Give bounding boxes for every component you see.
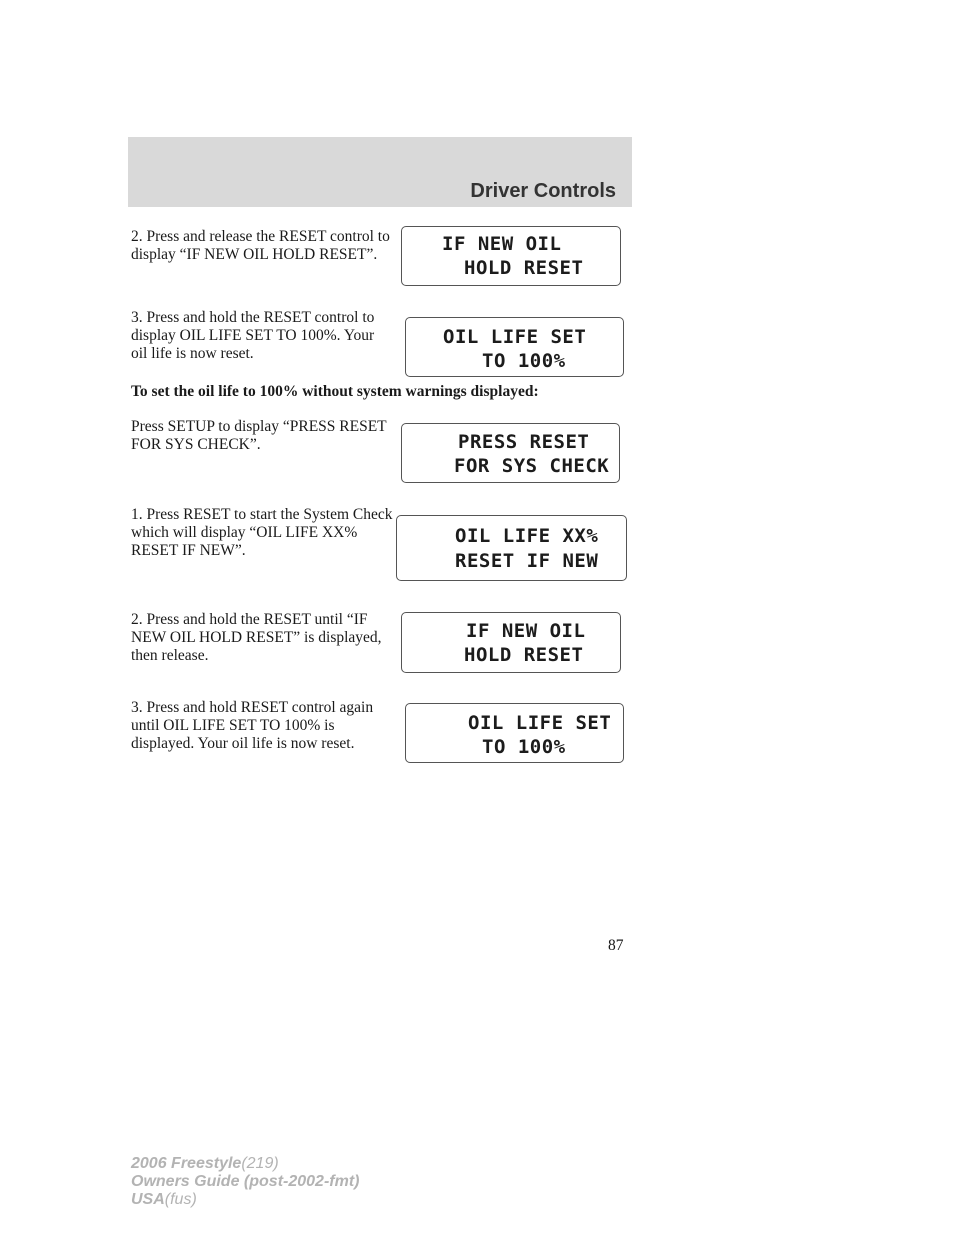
display-oil-life-set — [405, 317, 624, 377]
display-if-new-oil — [401, 612, 621, 673]
setup-text: Press SETUP to display “PRESS RESET FOR SYS CHECK”. — [131, 418, 387, 453]
display-line-1: PRESS RESET — [458, 431, 590, 453]
display-line-2: HOLD RESET — [464, 644, 584, 666]
display-line-1: IF NEW OIL — [442, 233, 562, 255]
display-line-1: OIL LIFE SET — [468, 712, 612, 734]
display-line-2: RESET IF NEW — [455, 550, 599, 572]
footer-model: 2006 Freestyle — [131, 1155, 242, 1172]
document-footer — [131, 1155, 359, 1209]
system-check-step-3: 3. Press and hold RESET control again until OIL LIFE SET TO 100% is displayed. Your oil life is now reset. — [131, 699, 374, 752]
system-check-step-1: 1. Press RESET to start the System Check which will display “OIL LIFE XX% RESET IF NEW”. — [131, 506, 393, 559]
display-oil-life-xx — [396, 515, 627, 581]
display-line-2: TO 100% — [482, 350, 566, 372]
step-2-text: 2. Press and release the RESET control to display “IF NEW OIL HOLD RESET”. — [131, 228, 390, 263]
section-title: Driver Controls — [470, 180, 616, 202]
footer-region-code: (fus) — [164, 1191, 197, 1208]
display-line-1: OIL LIFE XX% — [455, 525, 599, 547]
system-check-step-2: 2. Press and hold the RESET until “IF NEW OIL HOLD RESET” is displayed, then release. — [131, 611, 382, 664]
footer-guide: Owners Guide (post-2002-fmt) — [131, 1173, 360, 1190]
footer-model-code: (219) — [241, 1155, 279, 1172]
display-line-2: FOR SYS CHECK — [454, 455, 610, 477]
section-subheading: To set the oil life to 100% without system warnings displayed: — [131, 383, 539, 400]
section-header-band — [128, 137, 632, 207]
step-3-text: 3. Press and hold the RESET control to display OIL LIFE SET TO 100%. Your oil life is now reset. — [131, 309, 375, 362]
display-line-1: OIL LIFE SET — [443, 326, 587, 348]
display-oil-life-set — [405, 703, 624, 763]
display-if-new-oil — [401, 226, 621, 286]
display-line-2: HOLD RESET — [464, 257, 584, 279]
display-line-2: TO 100% — [482, 736, 566, 758]
display-line-1: IF NEW OIL — [466, 620, 586, 642]
display-press-reset — [401, 423, 620, 483]
page-number: 87 — [608, 937, 624, 954]
footer-region: USA — [131, 1191, 165, 1208]
